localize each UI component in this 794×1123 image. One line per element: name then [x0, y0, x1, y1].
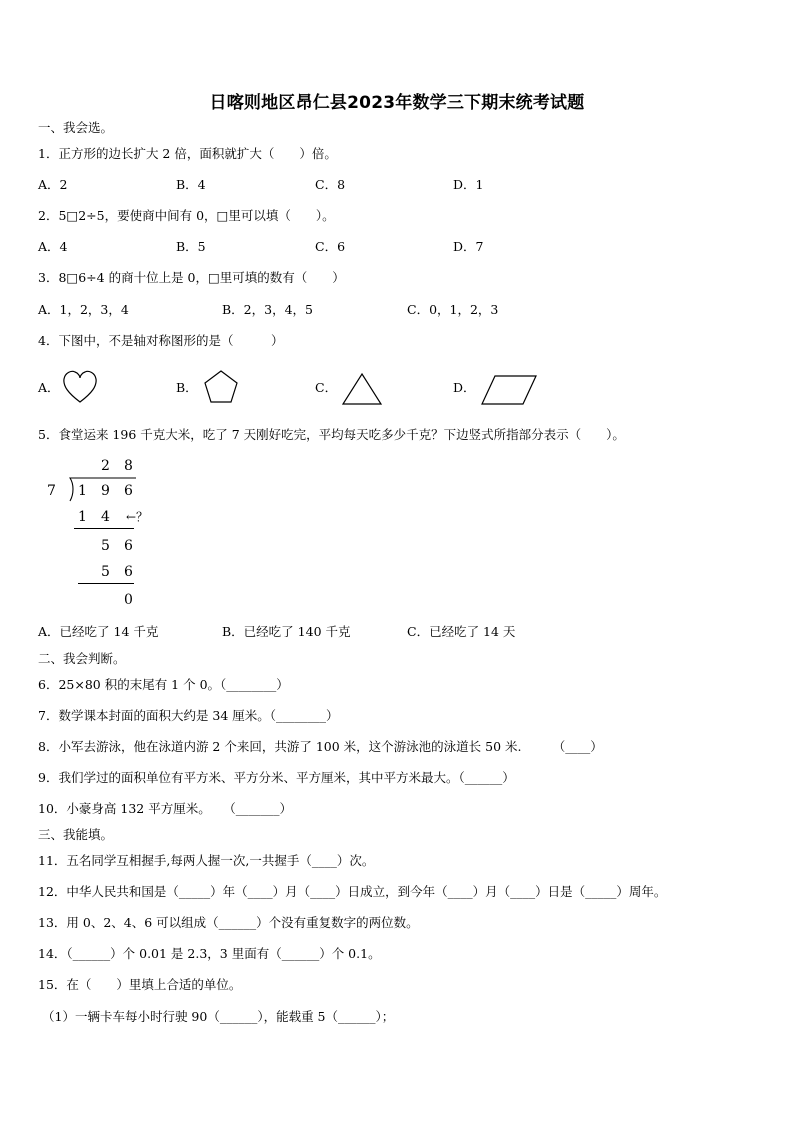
- pentagon-icon: [202, 368, 240, 406]
- q4-option-a[interactable]: A．: [38, 380, 60, 395]
- section-heading-3: 三、我能填。: [38, 827, 114, 842]
- product-digit: 1: [78, 509, 87, 525]
- judge-question-7: 7．数学课本封面的面积大约是 34 厘米。（________）: [38, 708, 339, 723]
- q5-option-b[interactable]: B．已经吃了 140 千克: [222, 624, 351, 639]
- question-1: 1．正方形的边长扩大 2 倍，面积就扩大（ ）倍。: [38, 146, 337, 161]
- division-rule: [74, 528, 134, 529]
- q1-option-b[interactable]: B．4: [176, 177, 206, 192]
- heart-icon: [62, 370, 98, 404]
- section-heading-2: 二、我会判断。: [38, 651, 126, 666]
- final-remainder: 0: [124, 592, 133, 608]
- dividend-digit: 1: [78, 483, 87, 499]
- q3-option-c[interactable]: C．0，1，2，3: [407, 302, 499, 317]
- triangle-icon: [341, 372, 383, 406]
- question-3: 3．8□6÷4 的商十位上是 0，□里可填的数有（ ）: [38, 270, 345, 285]
- judge-question-8: 8．小军去游泳，他在泳道内游 2 个来回，共游了 100 米，这个游泳池的泳道长 50 米. （____）: [38, 739, 603, 754]
- dividend-digit: 9: [101, 483, 110, 499]
- judge-question-10: 10．小豪身高 132 平方厘米。 （_______）: [38, 801, 292, 816]
- fill-question-15: 15．在（ ）里填上合适的单位。: [38, 977, 242, 992]
- divisor: 7: [47, 483, 56, 499]
- q5-option-c[interactable]: C．已经吃了 14 天: [407, 624, 516, 639]
- q1-option-d[interactable]: D．1: [453, 177, 484, 192]
- judge-question-6: 6．25×80 积的末尾有 1 个 0。（________）: [38, 677, 289, 692]
- q3-option-b[interactable]: B．2，3，4，5: [222, 302, 313, 317]
- fill-question-13: 13．用 0、2、4、6 可以组成（______）个没有重复数字的两位数。: [38, 915, 419, 930]
- question-4: 4．下图中，不是轴对称图形的是（ ）: [38, 333, 284, 348]
- q2-option-c[interactable]: C．6: [315, 239, 346, 254]
- q4-option-b[interactable]: B．: [176, 380, 198, 395]
- q4-option-c[interactable]: C．: [315, 380, 338, 395]
- dividend-digit: 6: [124, 483, 133, 499]
- product-digit: 6: [124, 564, 133, 580]
- section-heading-1: 一、我会选。: [38, 120, 114, 135]
- parallelogram-icon: [479, 374, 539, 406]
- question-2: 2．5□2÷5，要使商中间有 0，□里可以填（ ）。: [38, 208, 335, 223]
- product-digit: 4: [101, 509, 110, 525]
- question-5: 5．食堂运来 196 千克大米，吃了 7 天刚好吃完，平均每天吃多少千克？下边竖式所指部分表示（ ）。: [38, 427, 625, 442]
- fill-question-14: 14．（______）个 0.01 是 2.3，3 里面有（______）个 0.1。: [38, 946, 381, 961]
- page-title: 日喀则地区昂仁县2023年数学三下期末统考试题: [209, 93, 585, 113]
- remainder-digit: 6: [124, 538, 133, 554]
- q4-option-d[interactable]: D．: [453, 380, 476, 395]
- fill-question-11: 11．五名同学互相握手,每两人握一次,一共握手（____）次。: [38, 853, 375, 868]
- q1-option-a[interactable]: A．2: [38, 177, 68, 192]
- q2-option-b[interactable]: B．5: [176, 239, 206, 254]
- q3-option-a[interactable]: A．1，2，3，4: [38, 302, 129, 317]
- quotient-digit: 2: [101, 458, 110, 474]
- q1-option-c[interactable]: C．8: [315, 177, 346, 192]
- fill-question-12: 12．中华人民共和国是（_____）年（____）月（____）日成立，到今年（____）月（____）日是（_____）周年。: [38, 884, 667, 899]
- fill-question-15-part-1: （1）一辆卡车每小时行驶 90（______），能载重 5（______）；: [42, 1009, 395, 1024]
- judge-question-9: 9．我们学过的面积单位有平方米、平方分米、平方厘米，其中平方米最大。（______）: [38, 770, 515, 785]
- quotient-digit: 8: [124, 458, 133, 474]
- pointer-arrow-label: ←？: [126, 510, 149, 524]
- product-digit: 5: [101, 564, 110, 580]
- q2-option-d[interactable]: D．7: [453, 239, 484, 254]
- division-rule: [78, 583, 134, 584]
- q2-option-a[interactable]: A．4: [38, 239, 68, 254]
- q5-option-a[interactable]: A．已经吃了 14 千克: [38, 624, 159, 639]
- remainder-digit: 5: [101, 538, 110, 554]
